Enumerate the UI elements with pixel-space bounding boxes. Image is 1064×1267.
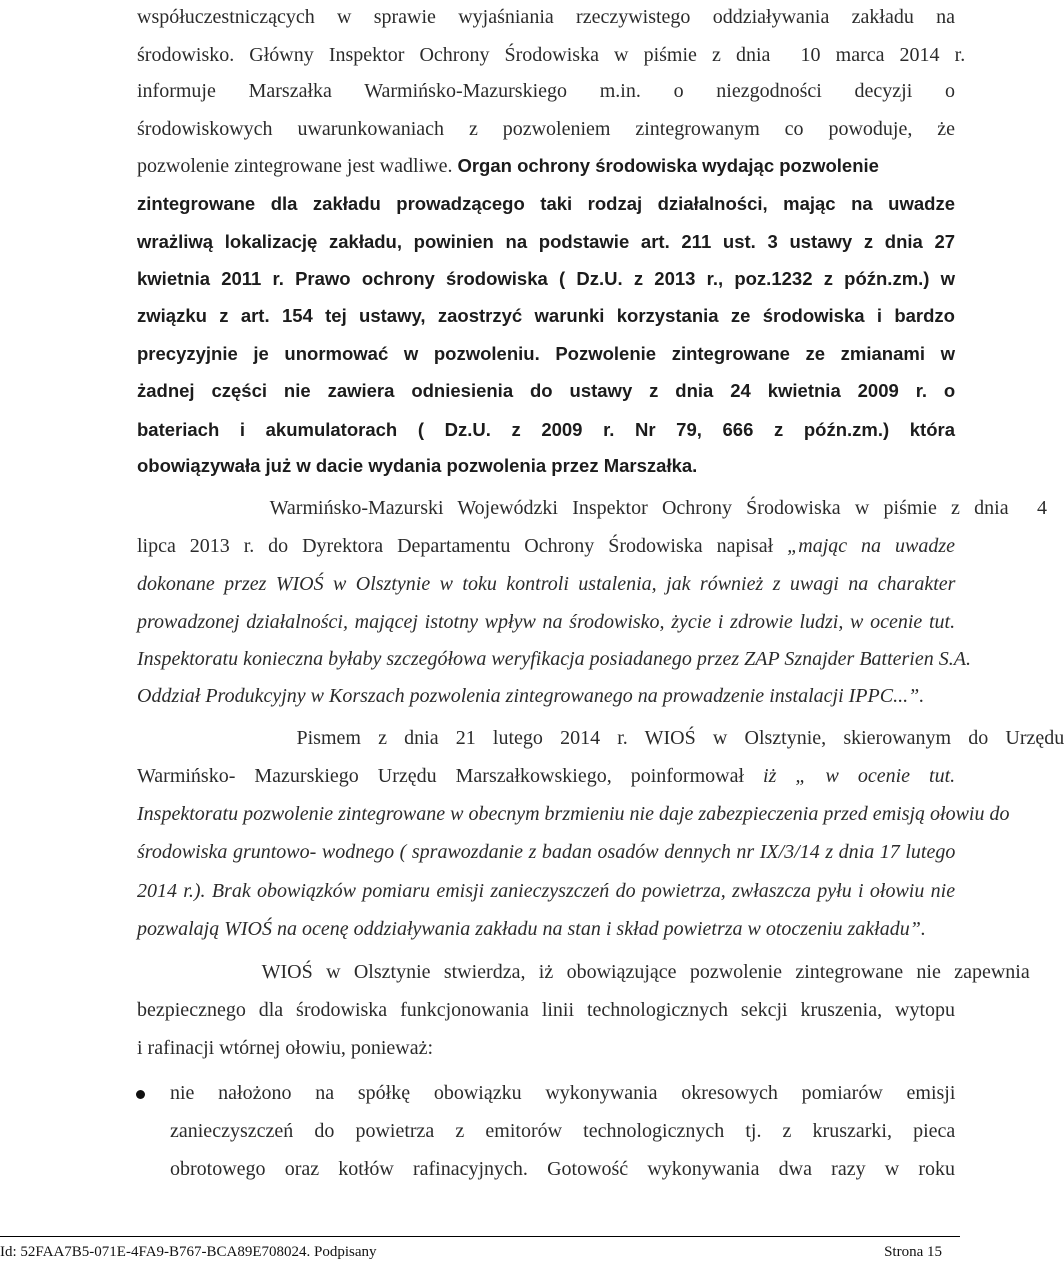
- text-segment: Oddział Produkcyjny w Korszach pozwolenia zintegrowanego na prowadzenie instalacji IPPC...”.: [137, 685, 925, 707]
- text-segment: związku z art. 154 tej ustawy, zaostrzyć warunki korzystania ze środowiska i bardzo: [137, 305, 955, 326]
- text-segment: nie nałożono na spółkę obowiązku wykonywania okresowych pomiarów emisji: [170, 1082, 956, 1104]
- text-segment: Inspektoratu konieczna byłaby szczegółowa weryfikacja posiadanego przez ZAP Sznajder Batterien S.A.: [137, 648, 971, 670]
- text-line: [137, 803, 1010, 829]
- text-line: [170, 1158, 955, 1184]
- text-segment: obrotowego oraz kotłów rafinacyjnych. Gotowość wykonywania dwa razy w roku: [170, 1158, 955, 1180]
- text-line: [137, 765, 955, 791]
- text-segment: Organ ochrony środowiska wydając pozwolenie: [457, 155, 879, 176]
- text-line: [137, 6, 955, 32]
- text-line: [137, 497, 1048, 523]
- text-line: [137, 231, 955, 257]
- text-line: [137, 155, 955, 181]
- text-segment: prowadzonej działalności, mającej istotny wpływ na środowisko, życie i zdrowie ludzi, w ocenie tut.: [137, 611, 956, 633]
- text-segment: WIOŚ w Olsztynie stwierdza, iż obowiązujące pozwolenie zintegrowane nie zapewnia: [137, 961, 1030, 983]
- text-segment: współuczestniczących w sprawie wyjaśniania rzeczywistego oddziaływania zakładu na: [137, 6, 955, 28]
- text-segment: lipca 2013 r. do Dyrektora Departamentu Ochrony Środowiska napisał: [137, 535, 788, 557]
- text-segment: 2014 r.). Brak obowiązków pomiaru emisji zanieczyszczeń do powietrza, zwłaszcza pyłu i ołowiu nie: [137, 880, 956, 902]
- text-segment: Warmińsko- Mazurskiego Urzędu Marszałkowskiego, poinformował: [137, 765, 764, 787]
- text-line: [170, 1120, 955, 1146]
- text-line: [137, 343, 955, 369]
- text-line: [137, 535, 955, 561]
- text-segment: pozwolenie zintegrowane jest wadliwe.: [137, 155, 458, 177]
- text-line: [137, 193, 955, 219]
- text-line: [137, 118, 955, 144]
- footer-divider: [0, 1236, 960, 1237]
- text-line: [137, 1037, 955, 1063]
- text-line: [137, 419, 955, 445]
- text-segment: iż „ w ocenie tut.: [763, 765, 956, 787]
- text-segment: i rafinacji wtórnej ołowiu, ponieważ:: [137, 1037, 434, 1059]
- text-line: [137, 685, 955, 711]
- text-segment: obowiązywała już w dacie wydania pozwolenia przez Marszałka.: [137, 455, 698, 476]
- text-segment: Warmińsko-Mazurski Wojewódzki Inspektor Ochrony Środowiska w piśmie z dnia 4: [137, 497, 1048, 519]
- text-line: [137, 44, 966, 70]
- text-segment: „mając na uwadze: [787, 535, 955, 557]
- text-segment: pozwalają WIOŚ na ocenę oddziaływania zakładu na stan i skład powietrza w otoczeniu zakładu”.: [137, 918, 926, 940]
- text-line: [137, 611, 955, 637]
- text-segment: zanieczyszczeń do powietrza z emitorów technologicznych tj. z kruszarki, pieca: [170, 1120, 956, 1142]
- text-segment: precyzyjnie je unormować w pozwoleniu. Pozwolenie zintegrowane ze zmianami w: [137, 343, 955, 364]
- text-line: [137, 268, 955, 294]
- text-segment: środowisko. Główny Inspektor Ochrony Środowiska w piśmie z dnia 10 marca 2014 r.: [137, 44, 966, 66]
- text-segment: wrażliwą lokalizację zakładu, powinien na podstawie art. 211 ust. 3 ustawy z dnia 27: [137, 231, 956, 252]
- text-line: [137, 80, 955, 106]
- text-line: [137, 305, 955, 331]
- text-line: [137, 999, 955, 1025]
- text-segment: środowiskowych uwarunkowaniach z pozwoleniem zintegrowanym co powoduje, że: [137, 118, 955, 140]
- text-line: [137, 880, 955, 906]
- text-line: [137, 918, 955, 944]
- text-line: [137, 573, 955, 599]
- text-segment: żadnej części nie zawiera odniesienia do ustawy z dnia 24 kwietnia 2009 r. o: [137, 380, 956, 401]
- bullet-point: [136, 1090, 145, 1099]
- text-line: [137, 841, 955, 867]
- text-segment: Pismem z dnia 21 lutego 2014 r. WIOŚ w Olsztynie, skierowanym do Urzędu: [137, 727, 1064, 749]
- text-line: [137, 455, 955, 481]
- text-line: [170, 1082, 955, 1108]
- text-segment: kwietnia 2011 r. Prawo ochrony środowiska ( Dz.U. z 2013 r., poz.1232 z późn.zm.) w: [137, 268, 956, 289]
- text-line: [137, 727, 1064, 753]
- text-line: [137, 380, 955, 406]
- text-line: [137, 648, 971, 674]
- text-segment: dokonane przez WIOŚ w Olsztynie w toku kontroli ustalenia, jak również z uwagi na charakter: [137, 573, 956, 595]
- page-number: Strona 15: [884, 1244, 942, 1260]
- text-segment: Inspektoratu pozwolenie zintegrowane w obecnym brzmieniu nie daje zabezpieczenia przed emisją ołowiu do: [137, 803, 1010, 825]
- text-segment: bezpiecznego dla środowiska funkcjonowania linii technologicznych sekcji kruszenia, wytopu: [137, 999, 955, 1021]
- document-id-signature: Id: 52FAA7B5-071E-4FA9-B767-BCA89E708024. Podpisany: [0, 1244, 377, 1260]
- text-segment: bateriach i akumulatorach ( Dz.U. z 2009 r. Nr 79, 666 z późn.zm.) która: [137, 419, 955, 440]
- text-line: [137, 961, 1030, 987]
- text-segment: środowiska gruntowo- wodnego ( sprawozdanie z badan osadów dennych nr IX/3/14 z dnia 17 lutego: [137, 841, 956, 863]
- text-segment: zintegrowane dla zakładu prowadzącego taki rodzaj działalności, mając na uwadze: [137, 193, 955, 214]
- text-segment: informuje Marszałka Warmińsko-Mazurskiego m.in. o niezgodności decyzji o: [137, 80, 955, 102]
